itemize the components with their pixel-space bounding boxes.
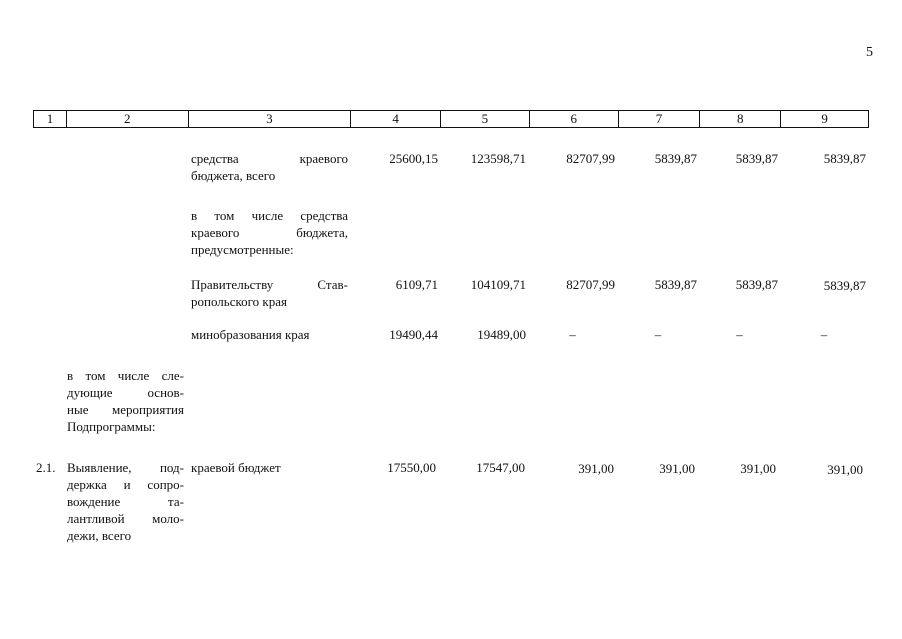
value-col5: 19489,00 — [477, 327, 526, 342]
text-line: держка и сопро- — [67, 477, 184, 492]
value-col4: 25600,15 — [389, 151, 438, 166]
row-number: 2.1. — [36, 460, 56, 475]
value-col7: 391,00 — [659, 461, 695, 476]
value-col5: 123598,71 — [470, 151, 526, 166]
header-cell: 1 — [34, 111, 67, 127]
value-col4: 6109,71 — [395, 277, 438, 292]
header-cell: 8 — [700, 111, 781, 127]
row-description — [191, 326, 348, 343]
value-col6: 82707,99 — [566, 151, 615, 166]
value-col8: 5839,87 — [735, 277, 778, 292]
text-line: в том числе средства — [191, 208, 348, 223]
section-heading — [67, 367, 184, 435]
text-line: ные мероприятия — [67, 402, 184, 417]
value-col5: 17547,00 — [476, 460, 525, 475]
value-col6: – — [569, 327, 576, 342]
value-col6: 391,00 — [578, 461, 614, 476]
header-cell: 5 — [441, 111, 530, 127]
value-col9: 5839,87 — [823, 278, 866, 293]
text-line: предусмотренные: — [191, 242, 294, 257]
row-description — [191, 207, 348, 258]
text-line: Правительству Став- — [191, 277, 348, 292]
value-col4: 17550,00 — [387, 460, 436, 475]
value-col9: 391,00 — [827, 462, 863, 477]
table-header-row — [33, 110, 869, 128]
value-col8: 391,00 — [740, 461, 776, 476]
text-line: Выявление, под- — [67, 460, 184, 475]
header-cell: 9 — [821, 111, 828, 126]
text-line: краевого бюджета, — [191, 225, 348, 240]
measure-name — [67, 459, 184, 544]
text-line: краевой бюджет — [191, 460, 281, 475]
text-line: дежи, всего — [67, 528, 132, 543]
text-line: средства краевого — [191, 151, 348, 166]
value-col5: 104109,71 — [470, 277, 526, 292]
text-line: вождение та- — [67, 494, 184, 509]
text-line: минобразования края — [191, 327, 310, 342]
value-col7: 5839,87 — [654, 151, 697, 166]
value-col4: 19490,44 — [389, 327, 438, 342]
header-cell: 7 — [619, 111, 701, 127]
header-cell: 6 — [530, 111, 619, 127]
header-cell: 3 — [189, 111, 352, 127]
header-cell: 2 — [67, 111, 189, 127]
value-col9: – — [820, 327, 828, 342]
row-description — [191, 150, 348, 184]
value-col6: 82707,99 — [566, 277, 615, 292]
value-col9: 5839,87 — [823, 151, 866, 166]
text-line: бюджета, всего — [191, 168, 276, 183]
text-line: ропольского края — [191, 294, 287, 309]
value-col7: – — [654, 327, 662, 342]
value-col7: 5839,87 — [654, 277, 697, 292]
text-line: Подпрограммы: — [67, 419, 156, 434]
page-number: 5 — [866, 45, 873, 60]
text-line: в том числе сле- — [67, 368, 184, 383]
text-line: лантливой моло- — [67, 511, 184, 526]
row-description — [191, 276, 348, 310]
value-col8: – — [736, 327, 743, 342]
row-description — [191, 459, 348, 476]
text-line: дующие основ- — [67, 385, 184, 400]
value-col8: 5839,87 — [735, 151, 778, 166]
header-cell: 4 — [351, 111, 441, 127]
